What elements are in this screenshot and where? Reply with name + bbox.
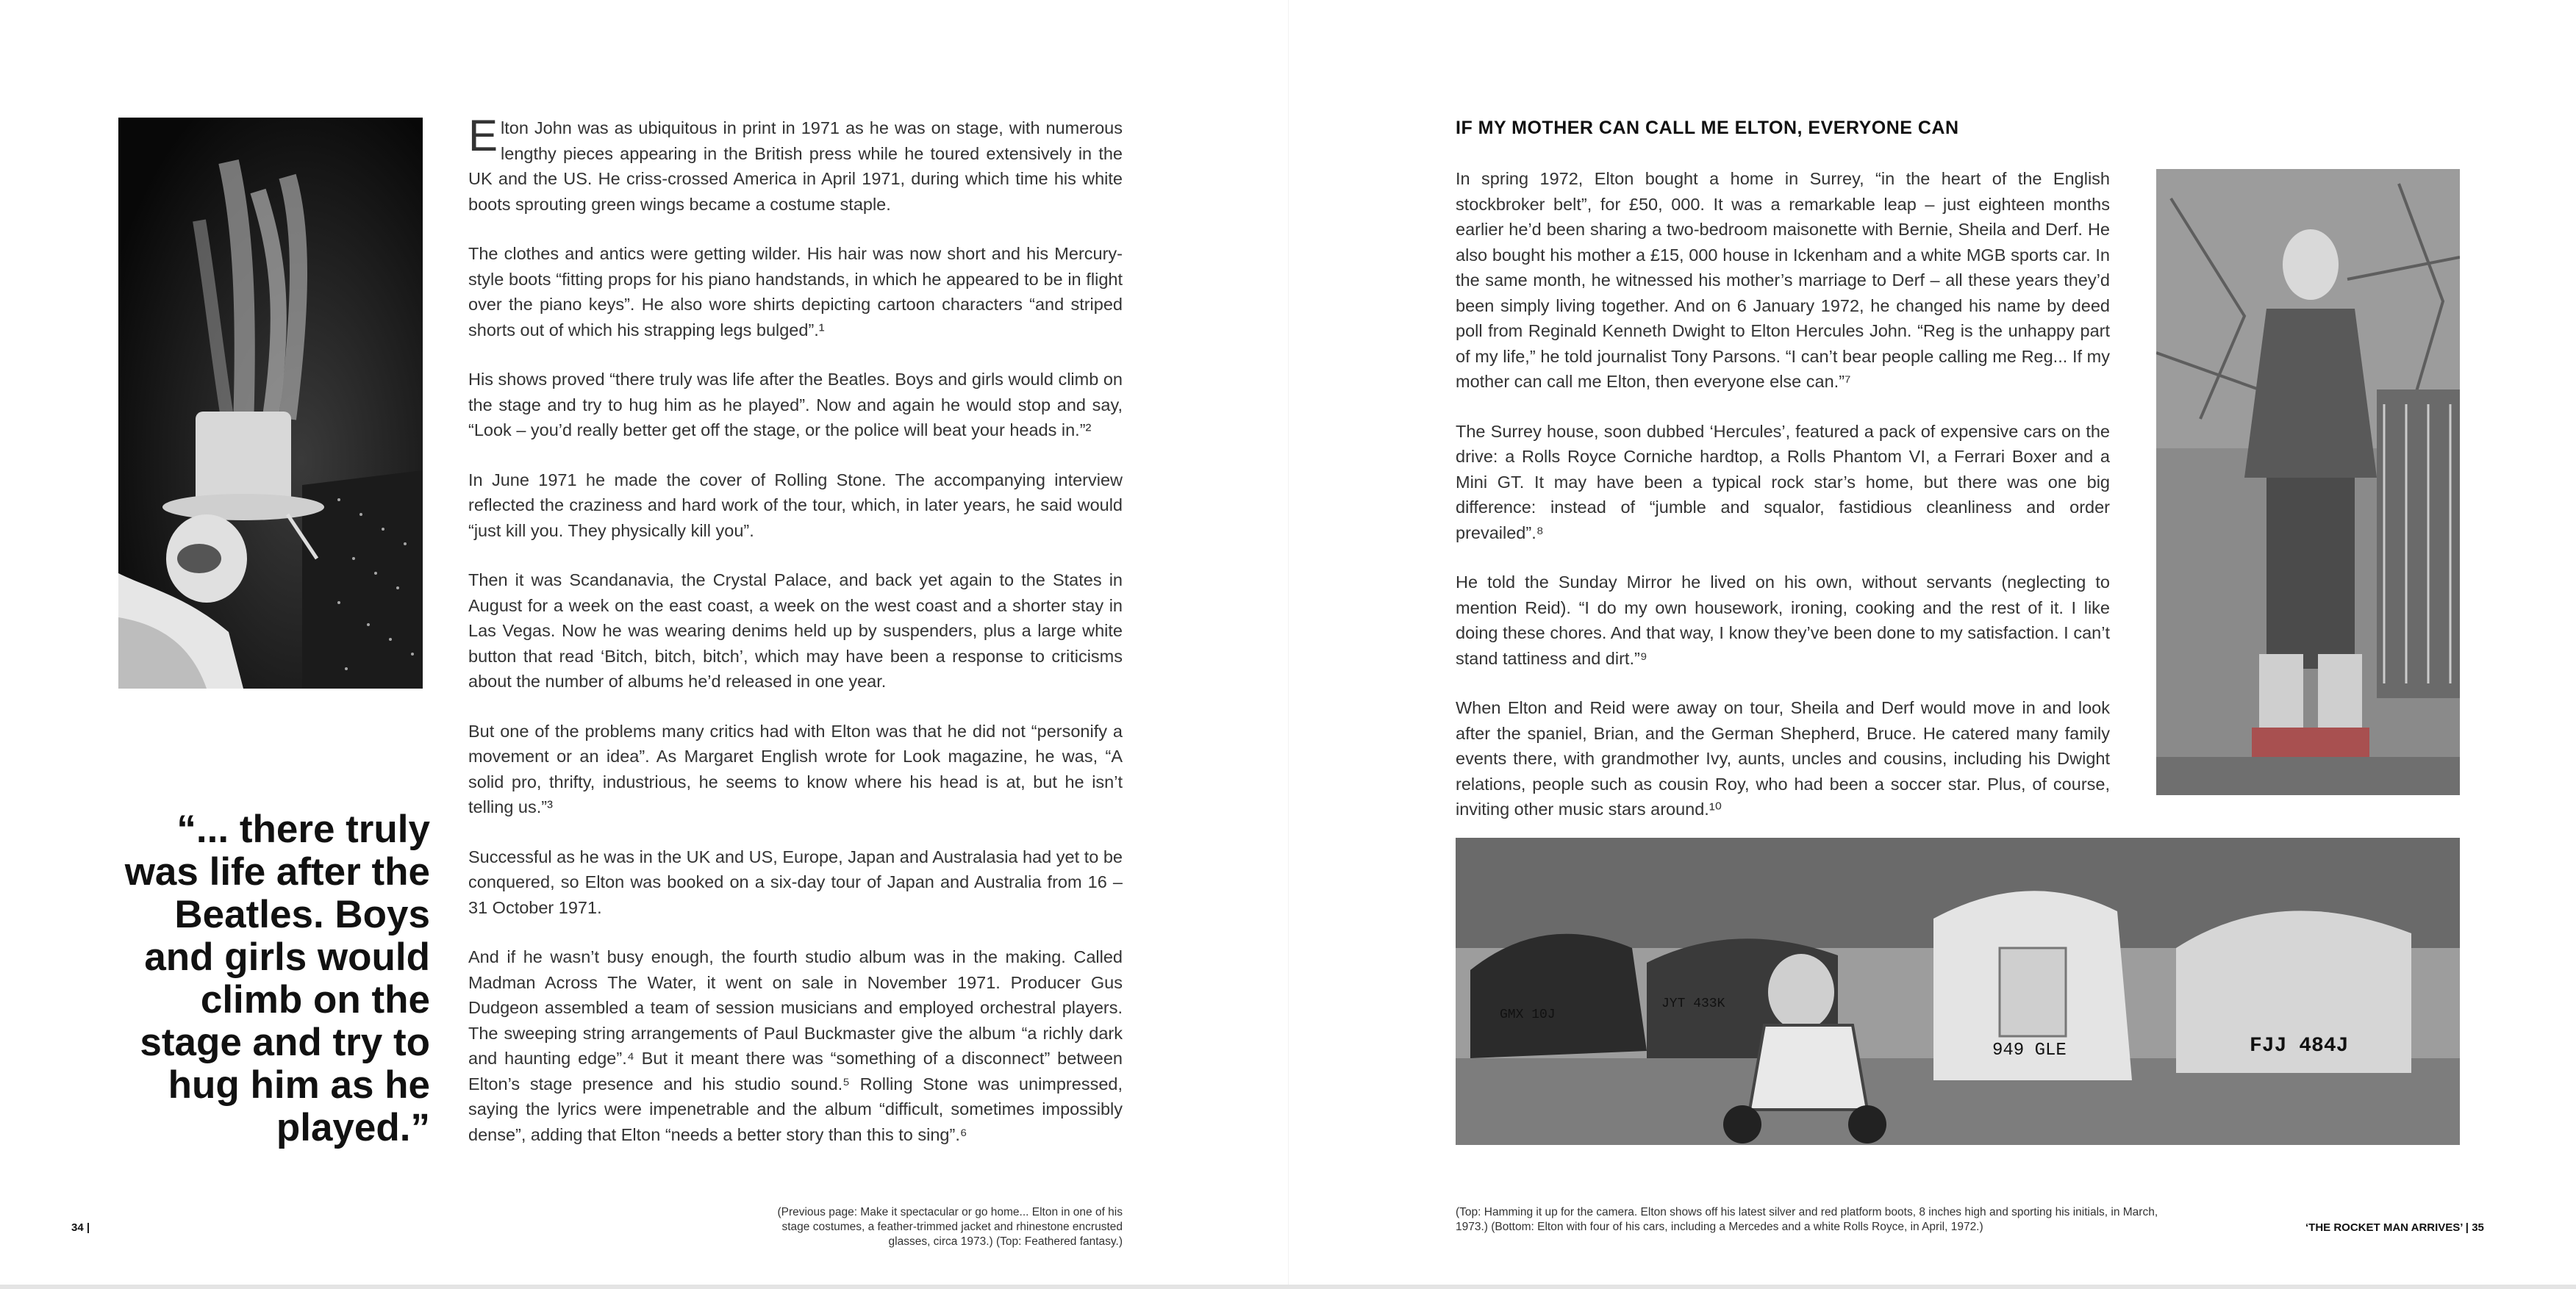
article-paragraph-2: The clothes and antics were getting wilder. His hair was now short and his Mercury-style boots “fitting props for his piano handstands, in which he appeared to be in flight over the piano keys”. He also wore shirts depicting cartoon characters “and striped shorts out of which his strapping legs bulged”.¹ (468, 244, 1123, 340)
section-heading: IF MY MOTHER CAN CALL ME ELTON, EVERYONE CAN (1456, 118, 1959, 138)
right-article-body (1456, 166, 2110, 847)
article-paragraph-4: In June 1971 he made the cover of Rolling Stone. The accompanying interview reflected the craziness and hard work of the tour, which, in later years, he said would “just kill you. They physically kill you”. (468, 470, 1123, 540)
elton-stage-photo (118, 118, 423, 689)
article-paragraph-1: Elton John was as ubiquitous in print in 1971 as he was on stage, with numerous lengthy pieces appearing in the British press while he toured extensively in the UK and the US. He criss-crossed America in April 1971, during which time his white boots sprouting green wings became a costume staple. (468, 111, 1123, 214)
article-paragraph-7: Successful as he was in the UK and US, Europe, Japan and Australasia had yet to be conquered, so Elton was booked on a six-day tour of Japan and Australia from 16 – 31 October 1971. (468, 847, 1123, 917)
article-paragraph-r1: In spring 1972, Elton bought a home in Surrey, “in the heart of the English stockbroker belt”, for £50, 000. It was a remarkable leap – just eighteen months earlier he’d been sharing a two-bedroom maisonette with Bernie, Sheila and Derf. He also bought his mother a £15, 000 house in Ickenham and a white MGB sports car. In the same month, he witnessed his mother’s marriage to Derf – all these years they’d been simply living together. And on 6 January 1972, he changed his name by deed poll from Reginald Kenneth Dwight to Elton Hercules John. “Reg is the unhappy part of my life,” he told journalist Tony Parsons. “I can’t bear people calling me Reg... If my mother can call me Elton, then everyone else can.”⁷ (1456, 169, 2110, 391)
plate-fjj-484j: FJJ 484J (2250, 1035, 2349, 1058)
platform-boots-photo (2156, 169, 2460, 795)
plate-gmx-10j: GMX 10J (1500, 1008, 1556, 1022)
right-caption: (Top: Hamming it up for the camera. Elton shows off his latest silver and red platform boots, 8 inches high and sporting his initials, in March, 1973.) (Bottom: Elton with four of his cars, including a Mercedes and a white Rolls Royce, in April, 1972.) (1456, 1206, 2158, 1233)
article-paragraph-r2: The Surrey house, soon dubbed ‘Hercules’, featured a pack of expensive cars on the drive: a Rolls Royce Corniche hardtop, a Rolls Phantom VI, a Ferrari Boxer and a Mini GT. It may have been a typical rock star’s home, but there was one big difference: instead of “jumble and squalor, fastidious cleanliness and order prevailed”.⁸ (1456, 421, 2110, 542)
plate-949-gle: 949 GLE (1992, 1041, 2067, 1060)
footer-rule (0, 1285, 2576, 1289)
article-paragraph-r3: He told the Sunday Mirror he lived on his own, without servants (neglecting to mention Reid). “I do my own housework, ironing, cooking and the rest of it. I like doing these chores. And that way, I know they’ve been done to my satisfaction. I can’t stand tattiness and dirt.”⁹ (1456, 572, 2110, 668)
boots-photo-illustration (2156, 169, 2460, 795)
left-caption: (Previous page: Make it spectacular or go home... Elton in one of his stage costumes, a feather-trimmed jacket and rhinestone encrusted glasses, circa 1973.) (Top: Feathered fantasy.) (777, 1206, 1123, 1248)
elton-cars-photo (1456, 838, 2460, 1145)
running-head: ‘THE ROCKET MAN ARRIVES’ (2305, 1221, 2463, 1234)
drop-cap: E (468, 111, 498, 160)
page-number-35: 35 (2472, 1221, 2484, 1234)
cars-photo-illustration (1456, 838, 2460, 1145)
article-paragraph-8: And if he wasn’t busy enough, the fourth studio album was in the making. Called Madman Across The Water, it went on sale in November 1971. Producer Gus Dudgeon assembled a team of session musicians and employed orchestral players. The sweeping string arrangements of Paul Buckmaster give the album “a richly dark and haunting edge”.⁴ But it meant there was “something of a disconnect” between Elton’s stage presence and his studio sound.⁵ Rolling Stone was unimpressed, saying the lyrics were impenetrable and the album “difficult, sometimes impossibly dense”, adding that Elton “needs a better story than this to sing”.⁶ (468, 947, 1123, 1144)
page-gutter (1288, 0, 1289, 1289)
right-page-footer: ‘THE ROCKET MAN ARRIVES’ | 35 (2305, 1221, 2484, 1234)
article-paragraph-r4: When Elton and Reid were away on tour, Sheila and Derf would move in and look after the spaniel, Brian, and the German Shepherd, Bruce. He catered many family events there, with grandmother Ivy, aunts, uncles and cousins, including his Dwight relations, people such as cousin Roy, who had been a soccer star. Plus, of course, inviting other music stars around.¹⁰ (1456, 698, 2110, 819)
article-paragraph-6: But one of the problems many critics had with Elton was that he did not “personify a movement or an idea”. As Margaret English wrote for Look magazine, he was, “A solid pro, thrifty, industrious, he seems to know where his head is at, but he isn’t telling us.”³ (468, 721, 1123, 816)
article-paragraph-3: His shows proved “there truly was life after the Beatles. Boys and girls would climb on the stage and try to hug him as he played”. Now and again he would stop and say, “Look – you’d really better get off the stage, or the police will beat your heads in.”² (468, 370, 1123, 439)
left-article-body (468, 111, 1123, 1171)
pull-quote: “... there truly was life after the Beatles. Boys and girls would climb on the stage and try to hug him as he played.” (124, 808, 430, 1149)
stage-photo-illustration (118, 118, 423, 689)
left-page-number: 34 | (71, 1221, 90, 1234)
page-number-34: 34 (71, 1221, 84, 1234)
article-paragraph-5: Then it was Scandanavia, the Crystal Palace, and back yet again to the States in August for a week on the east coast, a week on the west coast and a shorter stay in Las Vegas. Now he was wearing denims held up by suspenders, plus a large white button that read ‘Bitch, bitch, bitch’, which may have been a response to criticisms about the number of albums he’d released in one year. (468, 570, 1123, 691)
plate-jyt-433k: JYT 433K (1661, 997, 1725, 1011)
